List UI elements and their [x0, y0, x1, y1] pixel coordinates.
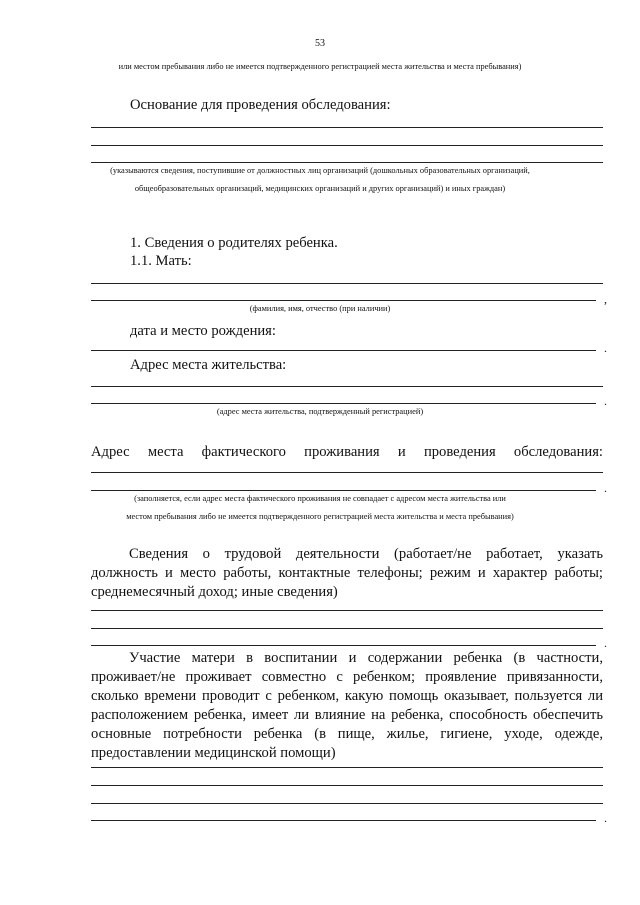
page-number: 53: [315, 38, 325, 49]
basis-line-3[interactable]: [91, 162, 603, 163]
period-mark-5: .: [604, 811, 607, 825]
work-text: [91, 545, 603, 602]
address-label: Адрес места жительства:: [130, 357, 287, 373]
participation-text-content: Участие матери в воспитании и содержании ребенка (в частности, проживает/не проживает совместно с ребенком; проявление привязанности, сколько времени проводит с ребенком, какую помощь оказывает, пользуется ли расположением ребенка, имеет ли влияние на ребенка, способность обеспечить основные потребности ребенка (в пище, жилье, гигиене, уходе, одежде, предоставлении медицинской помощи): [91, 650, 603, 761]
actual-note-2: местом пребывания либо не имеется подтвержденного регистрацией места жительства и места пребывания): [126, 512, 514, 521]
participation-line-3[interactable]: [91, 803, 603, 804]
participation-line-4[interactable]: [91, 820, 596, 821]
work-line-1[interactable]: [91, 610, 603, 611]
work-line-2[interactable]: [91, 628, 603, 629]
basis-line-2[interactable]: [91, 145, 603, 146]
basis-note-2: общеобразовательных организаций, медицинских организаций и других организаций) и иных граждан): [134, 184, 506, 193]
actual-note-1: (заполняется, если адрес места фактического проживания не совпадает с адресом места жительства или: [134, 494, 506, 503]
actual-address-line-1[interactable]: [91, 472, 603, 473]
address-note: (адрес места жительства, подтвержденный регистрацией): [216, 407, 424, 416]
participation-text: [91, 649, 603, 763]
actual-address-line-2[interactable]: [91, 490, 596, 491]
period-mark-4: .: [604, 636, 607, 650]
comma-mark: ,: [604, 292, 607, 306]
actual-address-label: Адрес места фактического проживания и проведения обследования:: [91, 444, 603, 460]
address-line-1[interactable]: [91, 386, 603, 387]
top-note: или местом пребывания либо не имеется подтвержденного регистрацией места жительства и места пребывания): [118, 62, 522, 71]
birth-line[interactable]: [91, 350, 596, 351]
parents-heading: 1. Сведения о родителях ребенка.: [130, 235, 338, 251]
address-line-2[interactable]: [91, 403, 596, 404]
work-text-content: Сведения о трудовой деятельности (работает/не работает, указать должность и место работы, контактные телефоны; режим и характер работы; среднемесячный доход; иные сведения): [91, 546, 603, 600]
participation-line-2[interactable]: [91, 785, 603, 786]
basis-label: Основание для проведения обследования:: [130, 97, 391, 113]
mother-name-line-1[interactable]: [91, 283, 603, 284]
period-mark-2: .: [604, 394, 607, 408]
period-mark-1: .: [604, 341, 607, 355]
work-line-3[interactable]: [91, 645, 596, 646]
mother-name-line-2[interactable]: [91, 300, 596, 301]
name-note: (фамилия, имя, отчество (при наличии): [249, 304, 391, 313]
basis-note-1: (указываются сведения, поступившие от должностных лиц организаций (дошкольных образовательных организаций,: [110, 166, 530, 175]
period-mark-3: .: [604, 481, 607, 495]
mother-label: 1.1. Мать:: [130, 253, 192, 269]
participation-line-1[interactable]: [91, 767, 603, 768]
basis-line-1[interactable]: [91, 127, 603, 128]
birth-label: дата и место рождения:: [130, 323, 276, 339]
